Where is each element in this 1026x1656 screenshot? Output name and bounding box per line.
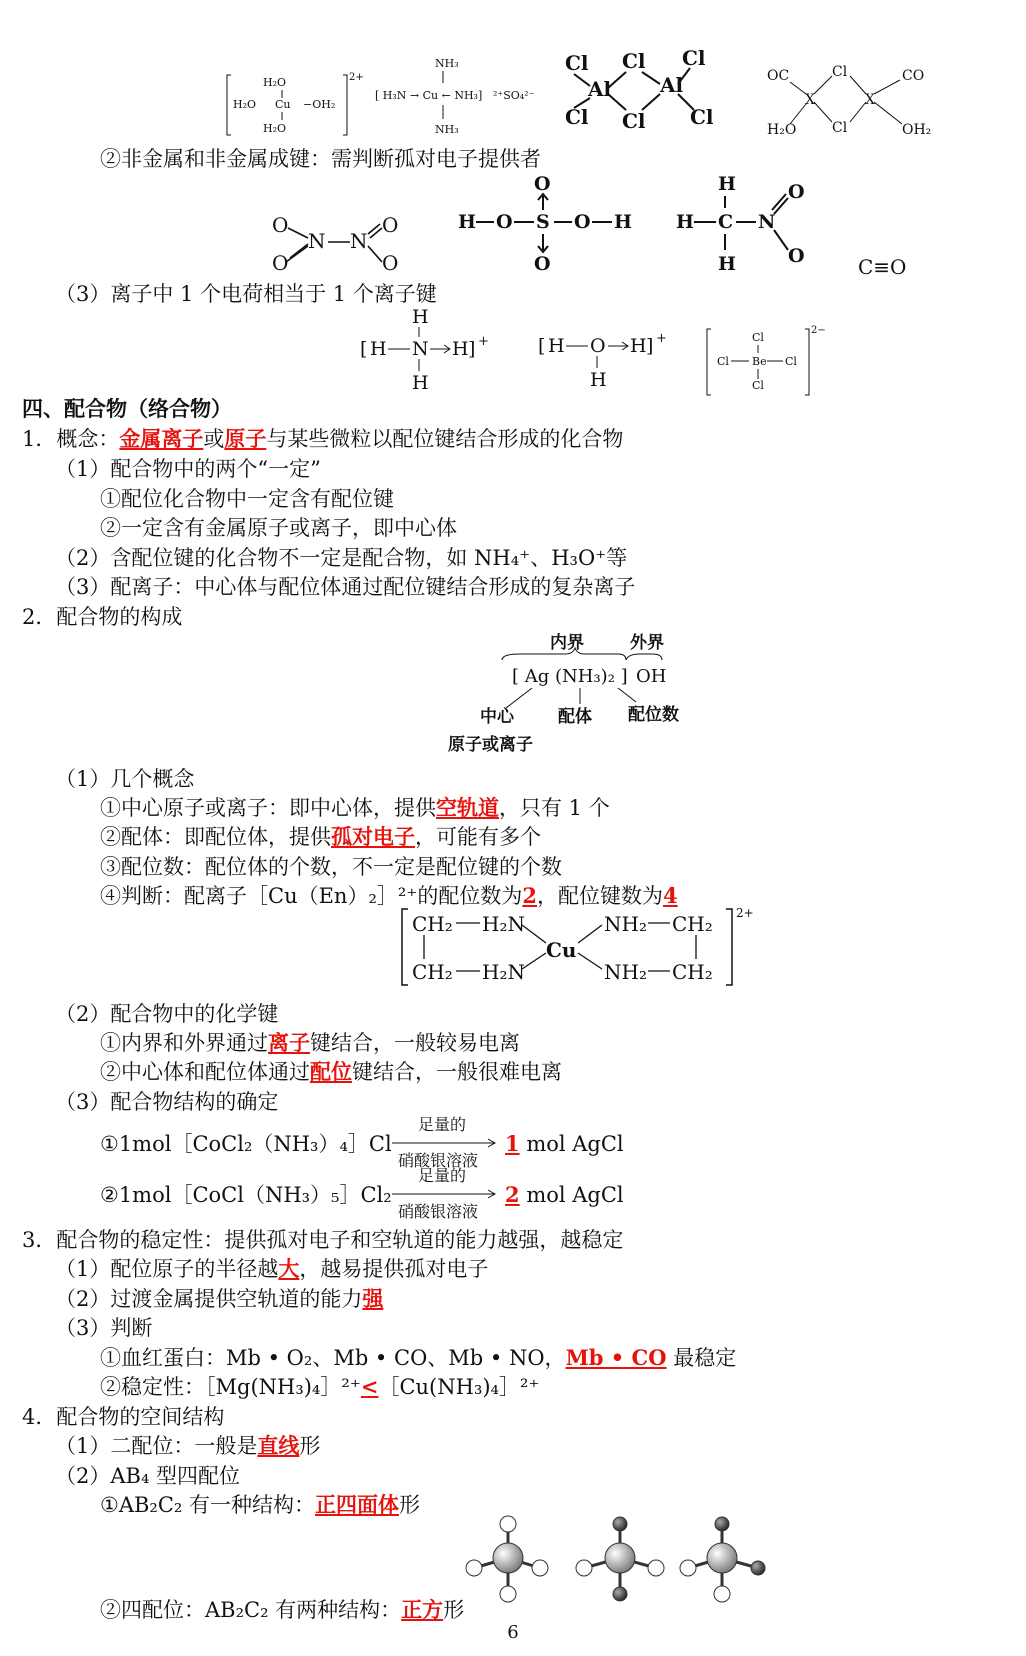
- svg-text:CO: CO: [902, 68, 925, 84]
- reaction-1-reactant: ①1mol［CoCl₂（NH₃）₄］Cl: [100, 1132, 392, 1156]
- line-c7: 2．配合物的构成: [22, 605, 183, 629]
- svg-text:H: H: [614, 211, 632, 233]
- svg-text:Cl: Cl: [717, 355, 729, 368]
- svg-text:H₂O: H₂O: [233, 98, 257, 111]
- line-c23: ①血红蛋白：Mb • O₂、Mb • CO、Mb • NO，Mb • CO 最稳定: [100, 1345, 737, 1370]
- svg-text:Cl: Cl: [752, 379, 764, 392]
- svg-text:+: +: [478, 334, 489, 349]
- svg-text:Cl: Cl: [832, 64, 848, 80]
- line-c25: 4．配合物的空间结构: [22, 1405, 225, 1429]
- svg-text:H₂N: H₂N: [482, 912, 525, 936]
- line-c28: ①AB₂C₂ 有一种结构：正四面体形: [100, 1492, 421, 1517]
- line-c26: （1）二配位：一般是直线形: [55, 1433, 321, 1458]
- svg-text:配位数: 配位数: [628, 705, 679, 725]
- h3o-diagram: [538, 322, 678, 397]
- becl4-diagram: [705, 325, 825, 400]
- reaction-2-product: 2 mol AgCl: [505, 1182, 624, 1207]
- svg-text:Al: Al: [588, 77, 612, 101]
- svg-text:O: O: [590, 335, 606, 357]
- svg-text:O: O: [272, 213, 289, 237]
- line-c29: ②四配位：AB₂C₂ 有两种结构：正方形: [100, 1597, 465, 1622]
- svg-text:Cl: Cl: [622, 109, 646, 133]
- line-ion-charge: （3）离子中 1 个电荷相当于 1 个离子键: [55, 282, 437, 306]
- nh4-diagram: [360, 305, 500, 395]
- svg-text:N: N: [308, 229, 326, 253]
- svg-text:O: O: [788, 245, 805, 267]
- ag-complex-diagram: [440, 630, 710, 760]
- line-c22: （3）判断: [55, 1316, 153, 1340]
- svg-text:2−: 2−: [811, 325, 826, 336]
- svg-text:O: O: [534, 253, 551, 275]
- svg-text:CH₂: CH₂: [672, 912, 713, 936]
- h2so4-diagram: [450, 170, 630, 275]
- reaction-2-reactant: ②1mol［CoCl（NH₃）₅］Cl₂: [100, 1183, 392, 1207]
- reaction-1-product: 1 mol AgCl: [505, 1131, 624, 1156]
- line-c27: （2）AB₄ 型四配位: [55, 1464, 241, 1488]
- svg-text:Cl: Cl: [690, 105, 714, 129]
- svg-text:O: O: [382, 251, 399, 275]
- svg-text:H: H: [370, 338, 387, 360]
- svg-text:H₂O: H₂O: [767, 122, 797, 138]
- svg-text:2+: 2+: [736, 906, 754, 920]
- svg-text:Cl: Cl: [565, 105, 589, 129]
- svg-text:OH: OH: [636, 666, 667, 687]
- line-c24: ②稳定性：［Mg(NH₃)₄］²⁺<［Cu(NH₃)₄］²⁺: [100, 1374, 540, 1399]
- line-c20: （1）配位原子的半径越大，越易提供孤对电子: [55, 1256, 489, 1281]
- svg-text:2+: 2+: [349, 72, 364, 83]
- svg-text:H: H: [718, 253, 736, 275]
- svg-text:O: O: [534, 173, 551, 195]
- svg-text:S: S: [536, 211, 550, 233]
- svg-text:H₂N: H₂N: [482, 960, 525, 984]
- cu-en-diagram: [400, 905, 760, 990]
- line-c13: （2）配合物中的化学键: [55, 1002, 279, 1026]
- svg-text:Cl: Cl: [832, 120, 848, 136]
- section-4-title: 四、配合物（络合物）: [22, 396, 232, 421]
- svg-text:O: O: [382, 213, 399, 237]
- svg-text:Cl: Cl: [682, 46, 706, 70]
- svg-text:CH₂: CH₂: [412, 912, 453, 936]
- svg-text:配体: 配体: [558, 707, 592, 727]
- svg-text:N: N: [758, 211, 776, 233]
- svg-text:H₂O: H₂O: [263, 122, 287, 135]
- line-c5: （2）含配位键的化合物不一定是配合物，如 NH₄⁺、H₃O⁺等: [55, 546, 628, 570]
- svg-text:[ Ag (NH₃)₂ ]: [ Ag (NH₃)₂ ]: [512, 666, 628, 687]
- svg-text:O: O: [788, 181, 805, 203]
- cu-water-complex-diagram: [225, 70, 364, 140]
- svg-text:CH₂: CH₂: [412, 960, 453, 984]
- reaction-2-arrow: [392, 1189, 502, 1199]
- svg-text:Cu: Cu: [275, 98, 291, 111]
- svg-text:OC: OC: [767, 68, 790, 84]
- line-c6: （3）配离子：中心体与配位体通过配位键结合形成的复杂离子: [55, 575, 636, 599]
- svg-text:−OH₂: −OH₂: [303, 98, 336, 111]
- svg-text:H: H: [458, 211, 476, 233]
- molecule-models: [460, 1510, 780, 1605]
- reaction-2-arrow-bottom: 硝酸银溶液: [398, 1202, 479, 1221]
- svg-text:原子或离子: 原子或离子: [448, 735, 533, 755]
- line-c12: ④判断：配离子［Cu（En）₂］²⁺的配位数为2，配位键数为4: [100, 883, 678, 908]
- line-nonmetal-bond: ②非金属和非金属成键：需判断孤对电子提供者: [100, 147, 541, 171]
- svg-text:H: H: [452, 338, 469, 360]
- svg-text:X: X: [865, 92, 875, 108]
- x-dimer-diagram: [762, 62, 932, 147]
- svg-text:Cl: Cl: [785, 355, 797, 368]
- svg-text:N: N: [350, 229, 368, 253]
- line-c15: ②中心体和配位体通过配位键结合，一般很难电离: [100, 1059, 562, 1084]
- svg-text:C: C: [718, 211, 734, 233]
- line-c21: （2）过渡金属提供空轨道的能力强: [55, 1286, 384, 1311]
- svg-text:Al: Al: [660, 73, 684, 97]
- svg-text:O: O: [496, 211, 513, 233]
- line-c4: ②一定含有金属原子或离子，即中心体: [100, 516, 457, 540]
- co-molecule: C≡O: [858, 255, 907, 279]
- ch3no2-diagram: [668, 170, 808, 275]
- svg-text:O: O: [574, 211, 591, 233]
- svg-text:N: N: [412, 338, 429, 360]
- svg-text:Be: Be: [752, 355, 767, 368]
- svg-text:Cu: Cu: [546, 938, 577, 962]
- svg-text:OH₂: OH₂: [902, 122, 932, 138]
- n2o4-diagram: [270, 210, 410, 275]
- reaction-1-arrow: [392, 1138, 502, 1148]
- svg-text:中心: 中心: [480, 707, 514, 727]
- svg-text:H: H: [590, 369, 607, 391]
- svg-text:NH₃: NH₃: [435, 123, 459, 136]
- line-c14: ①内界和外界通过离子键结合，一般较易电离: [100, 1030, 520, 1055]
- svg-text:CH₂: CH₂: [672, 960, 713, 984]
- svg-text:Cl: Cl: [622, 49, 646, 73]
- svg-text:Cl: Cl: [752, 331, 764, 344]
- svg-text:O: O: [272, 251, 289, 275]
- svg-text:H: H: [548, 335, 565, 357]
- line-c10: ②配体：即配位体，提供孤对电子，可能有多个: [100, 824, 541, 849]
- svg-text:X: X: [805, 92, 815, 108]
- svg-text:外界: 外界: [630, 633, 664, 653]
- svg-text:NH₃: NH₃: [435, 57, 459, 70]
- line-c2: （1）配合物中的两个“一定”: [55, 457, 321, 481]
- reaction-1-arrow-bottom: 硝酸银溶液: [398, 1151, 479, 1170]
- line-c19: 3．配合物的稳定性：提供孤对电子和空轨道的能力越强，越稳定: [22, 1228, 624, 1252]
- svg-text:H: H: [676, 211, 694, 233]
- svg-text:[: [: [360, 338, 368, 360]
- reaction-1-arrow-top: 足量的: [418, 1115, 467, 1134]
- svg-text:NH₂: NH₂: [604, 960, 647, 984]
- svg-text:[: [: [538, 335, 546, 357]
- svg-text:²⁺SO₄²⁻: ²⁺SO₄²⁻: [493, 89, 535, 102]
- page-number: 6: [507, 1622, 519, 1643]
- line-c11: ③配位数：配位体的个数，不一定是配位键的个数: [100, 855, 562, 879]
- line-c8: （1）几个概念: [55, 767, 195, 791]
- concept-line: 1．概念：金属离子或原子与某些微粒以配位键结合形成的化合物: [22, 426, 624, 451]
- svg-text:+: +: [656, 331, 667, 346]
- svg-text:H: H: [630, 335, 647, 357]
- svg-text:H₂O: H₂O: [263, 76, 287, 89]
- line-c3: ①配位化合物中一定含有配位键: [100, 487, 394, 511]
- svg-text:[ H₃N → Cu ← NH₃]: [ H₃N → Cu ← NH₃]: [375, 89, 483, 102]
- svg-text:H: H: [412, 372, 429, 394]
- cu-ammine-complex-diagram: [375, 55, 555, 140]
- svg-text:]: ]: [646, 335, 654, 357]
- svg-text:内界: 内界: [550, 633, 584, 653]
- line-c9: ①中心原子或离子：即中心体，提供空轨道，只有 1 个: [100, 795, 610, 820]
- line-c16: （3）配合物结构的确定: [55, 1090, 279, 1114]
- reaction-2-arrow-top: 足量的: [418, 1166, 467, 1185]
- svg-text:H: H: [718, 173, 736, 195]
- svg-text:Cl: Cl: [565, 51, 589, 75]
- al2cl6-diagram: [560, 46, 730, 140]
- svg-text:NH₂: NH₂: [604, 912, 647, 936]
- svg-text:]: ]: [468, 338, 476, 360]
- svg-text:H: H: [412, 306, 429, 328]
